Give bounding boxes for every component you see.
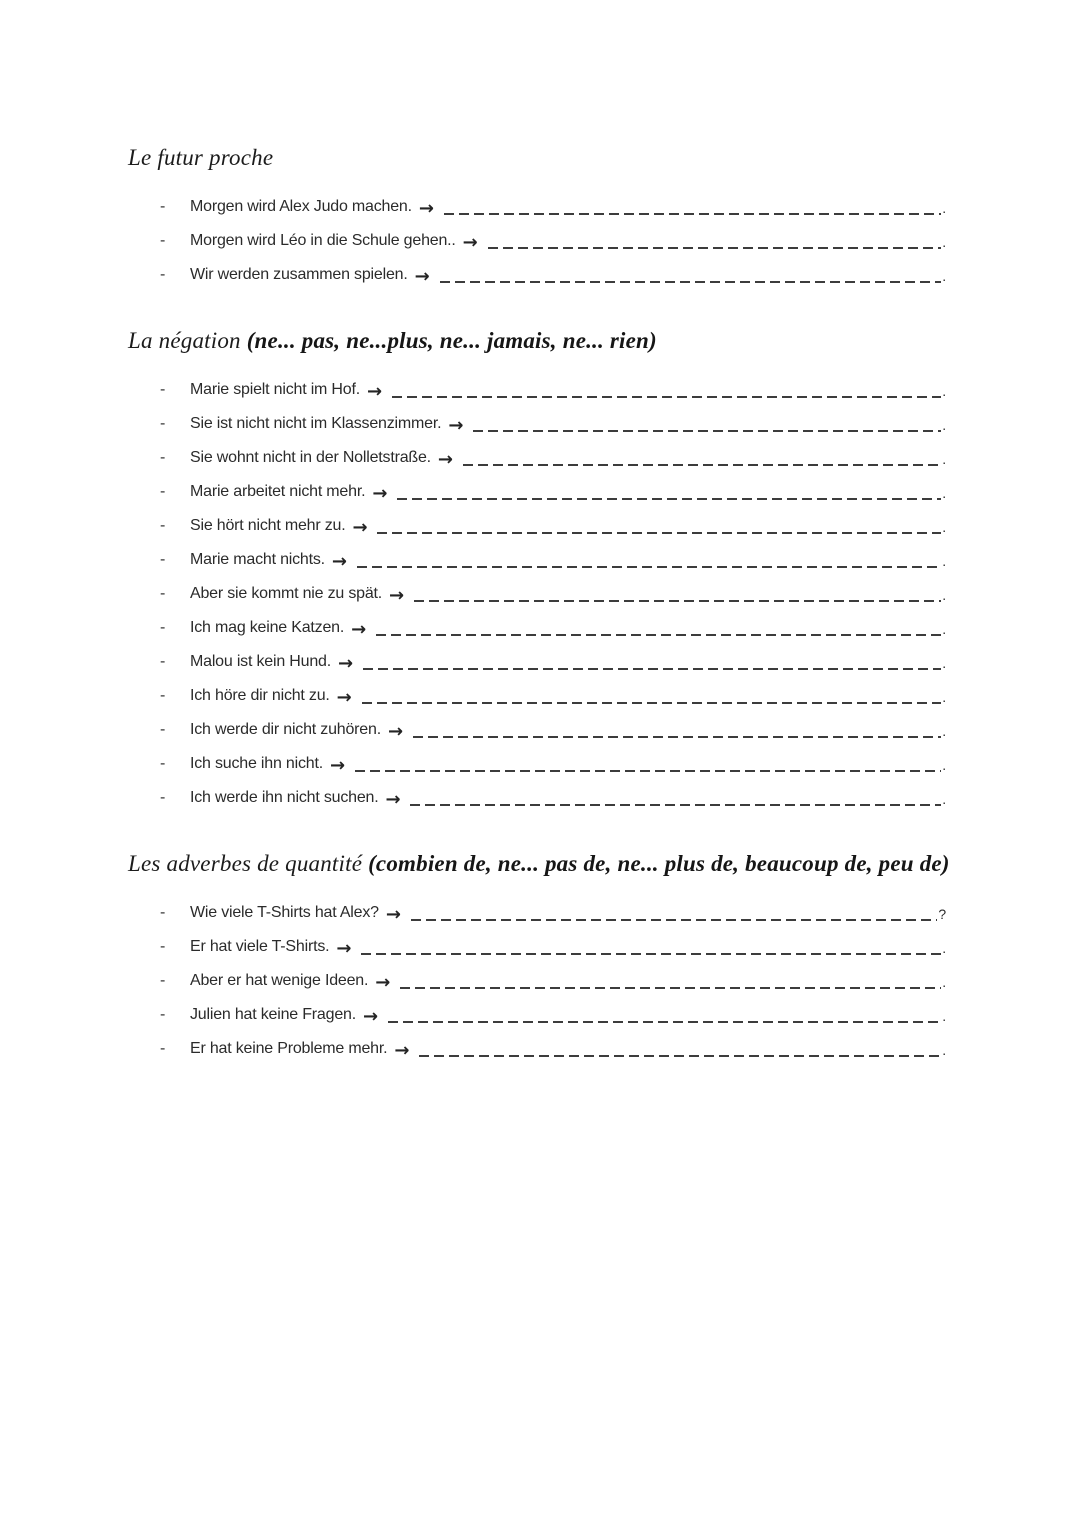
arrow-icon: →: [418, 198, 434, 219]
dash-bullet: -: [160, 266, 166, 284]
dash-bullet: -: [160, 1040, 166, 1058]
arrow-icon: →: [414, 266, 430, 287]
item-text: Ich werde dir nicht zuhören.: [190, 721, 381, 739]
arrow-icon: →: [336, 687, 352, 708]
item-text: Sie hört nicht mehr zu.: [190, 517, 346, 535]
end-punctuation: .: [942, 484, 946, 501]
item-text: Malou ist kein Hund.: [190, 653, 331, 671]
answer-blank-line: [355, 762, 941, 772]
list-item: [128, 997, 946, 1031]
end-punctuation: .: [942, 416, 946, 433]
list-item: [128, 440, 946, 474]
end-punctuation: .: [942, 620, 946, 637]
arrow-icon: →: [389, 585, 404, 606]
answer-blank-line: [361, 945, 941, 955]
answer-blank-line: [392, 388, 941, 398]
item-list: [128, 895, 946, 1065]
list-item: [128, 576, 946, 610]
arrow-icon: →: [394, 1040, 410, 1061]
list-item: [128, 542, 946, 576]
answer-blank-line: [411, 911, 938, 921]
section-title-paren: (ne... pas, ne...plus, ne... jamais, ne... rien): [246, 328, 657, 353]
end-punctuation: .: [942, 586, 946, 603]
item-text: Wir werden zusammen spielen.: [190, 266, 408, 284]
list-item: [128, 678, 946, 712]
list-item: [128, 610, 946, 644]
answer-blank-line: [362, 694, 942, 704]
dash-bullet: -: [160, 449, 166, 467]
answer-blank-line: [444, 205, 942, 215]
end-punctuation: .: [942, 688, 946, 705]
answer-blank-line: [413, 728, 941, 738]
dash-bullet: -: [160, 904, 166, 922]
dash-bullet: -: [160, 232, 166, 250]
end-punctuation: .: [942, 722, 946, 739]
dash-bullet: -: [160, 687, 166, 705]
dash-bullet: -: [160, 415, 166, 433]
dash-bullet: -: [160, 789, 166, 807]
section-title: [128, 850, 950, 878]
dash-bullet: -: [160, 972, 166, 990]
item-list: [128, 189, 946, 291]
dash-bullet: -: [160, 755, 166, 773]
list-item: [128, 1031, 946, 1065]
end-punctuation: .: [942, 267, 946, 284]
list-item: [128, 474, 946, 508]
dash-bullet: -: [160, 198, 166, 216]
list-item: [128, 746, 946, 780]
arrow-icon: →: [437, 449, 453, 470]
end-punctuation: .: [942, 1041, 946, 1058]
item-text: Marie spielt nicht im Hof.: [190, 381, 360, 399]
item-text: Aber er hat wenige Ideen.: [190, 972, 369, 990]
list-item: [128, 406, 946, 440]
dash-bullet: -: [160, 653, 166, 671]
dash-bullet: -: [160, 938, 166, 956]
end-punctuation: .: [942, 756, 946, 773]
item-text: Morgen wird Léo in die Schule gehen..: [190, 232, 456, 250]
item-text: Er hat keine Probleme mehr.: [190, 1040, 388, 1058]
arrow-icon: →: [337, 653, 353, 674]
end-punctuation: .: [942, 199, 946, 216]
item-text: Er hat viele T-Shirts.: [190, 938, 330, 956]
dash-bullet: -: [160, 517, 166, 535]
answer-blank-line: [440, 273, 942, 283]
section-1: [128, 327, 946, 814]
item-text: Aber sie kommt nie zu spät.: [190, 585, 383, 603]
arrow-icon: →: [387, 721, 403, 742]
item-text: Ich werde ihn nicht suchen.: [190, 789, 379, 807]
answer-blank-line: [357, 558, 941, 568]
end-punctuation: .: [942, 518, 946, 535]
arrow-icon: →: [375, 972, 391, 993]
item-list: [128, 372, 946, 814]
list-item: [128, 895, 946, 929]
item-text: Julien hat keine Fragen.: [190, 1006, 356, 1024]
arrow-icon: →: [331, 551, 347, 572]
section-title-paren: (combien de, ne... pas de, ne... plus de, beaucoup de, peu de): [368, 851, 950, 876]
arrow-icon: →: [462, 232, 478, 253]
end-punctuation: .: [942, 382, 946, 399]
item-text: Ich suche ihn nicht.: [190, 755, 323, 773]
dash-bullet: -: [160, 381, 166, 399]
arrow-icon: →: [385, 904, 401, 925]
sections-container: [128, 144, 950, 1065]
arrow-icon: →: [351, 619, 367, 640]
answer-blank-line: [400, 979, 941, 989]
end-punctuation: ?: [938, 905, 946, 922]
end-punctuation: .: [942, 790, 946, 807]
list-item: [128, 257, 946, 291]
list-item: [128, 508, 946, 542]
item-text: Morgen wird Alex Judo machen.: [190, 198, 412, 216]
list-item: [128, 963, 946, 997]
item-text: Sie ist nicht nicht im Klassenzimmer.: [190, 415, 442, 433]
list-item: [128, 780, 946, 814]
section-title-text: Le futur proche: [128, 145, 274, 170]
answer-blank-line: [410, 796, 941, 806]
arrow-icon: →: [372, 483, 388, 504]
end-punctuation: .: [942, 973, 946, 990]
answer-blank-line: [419, 1047, 941, 1057]
dash-bullet: -: [160, 1006, 166, 1024]
arrow-icon: →: [352, 517, 368, 538]
item-text: Wie viele T-Shirts hat Alex?: [190, 904, 379, 922]
dash-bullet: -: [160, 721, 166, 739]
item-text: Marie arbeitet nicht mehr.: [190, 483, 366, 501]
list-item: [128, 372, 946, 406]
arrow-icon: →: [448, 415, 464, 436]
list-item: [128, 644, 946, 678]
section-title-text: Les adverbes de quantité: [128, 851, 369, 876]
answer-blank-line: [488, 239, 942, 249]
arrow-icon: →: [385, 789, 401, 810]
answer-blank-line: [397, 490, 941, 500]
dash-bullet: -: [160, 585, 166, 603]
arrow-icon: →: [362, 1006, 378, 1027]
item-text: Ich höre dir nicht zu.: [190, 687, 330, 705]
dash-bullet: -: [160, 551, 166, 569]
answer-blank-line: [376, 626, 941, 636]
end-punctuation: .: [942, 450, 946, 467]
answer-blank-line: [414, 592, 941, 602]
answer-blank-line: [463, 456, 941, 466]
answer-blank-line: [377, 524, 941, 534]
end-punctuation: .: [942, 233, 946, 250]
section-2: [128, 850, 950, 1065]
arrow-icon: →: [329, 755, 345, 776]
list-item: [128, 223, 946, 257]
answer-blank-line: [388, 1013, 941, 1023]
item-text: Ich mag keine Katzen.: [190, 619, 345, 637]
section-0: [128, 144, 946, 291]
arrow-icon: →: [366, 381, 382, 402]
list-item: [128, 189, 946, 223]
section-title-text: La négation: [128, 328, 247, 353]
answer-blank-line: [363, 660, 941, 670]
section-title: [128, 144, 946, 172]
item-text: Sie wohnt nicht in der Nolletstraße.: [190, 449, 431, 467]
list-item: [128, 712, 946, 746]
item-text: Marie macht nichts.: [190, 551, 325, 569]
dash-bullet: -: [160, 619, 166, 637]
end-punctuation: .: [942, 654, 946, 671]
end-punctuation: .: [942, 1007, 946, 1024]
dash-bullet: -: [160, 483, 166, 501]
answer-blank-line: [473, 422, 941, 432]
arrow-icon: →: [336, 938, 352, 959]
list-item: [128, 929, 946, 963]
end-punctuation: .: [942, 939, 946, 956]
end-punctuation: .: [942, 552, 946, 569]
section-title: [128, 327, 946, 355]
